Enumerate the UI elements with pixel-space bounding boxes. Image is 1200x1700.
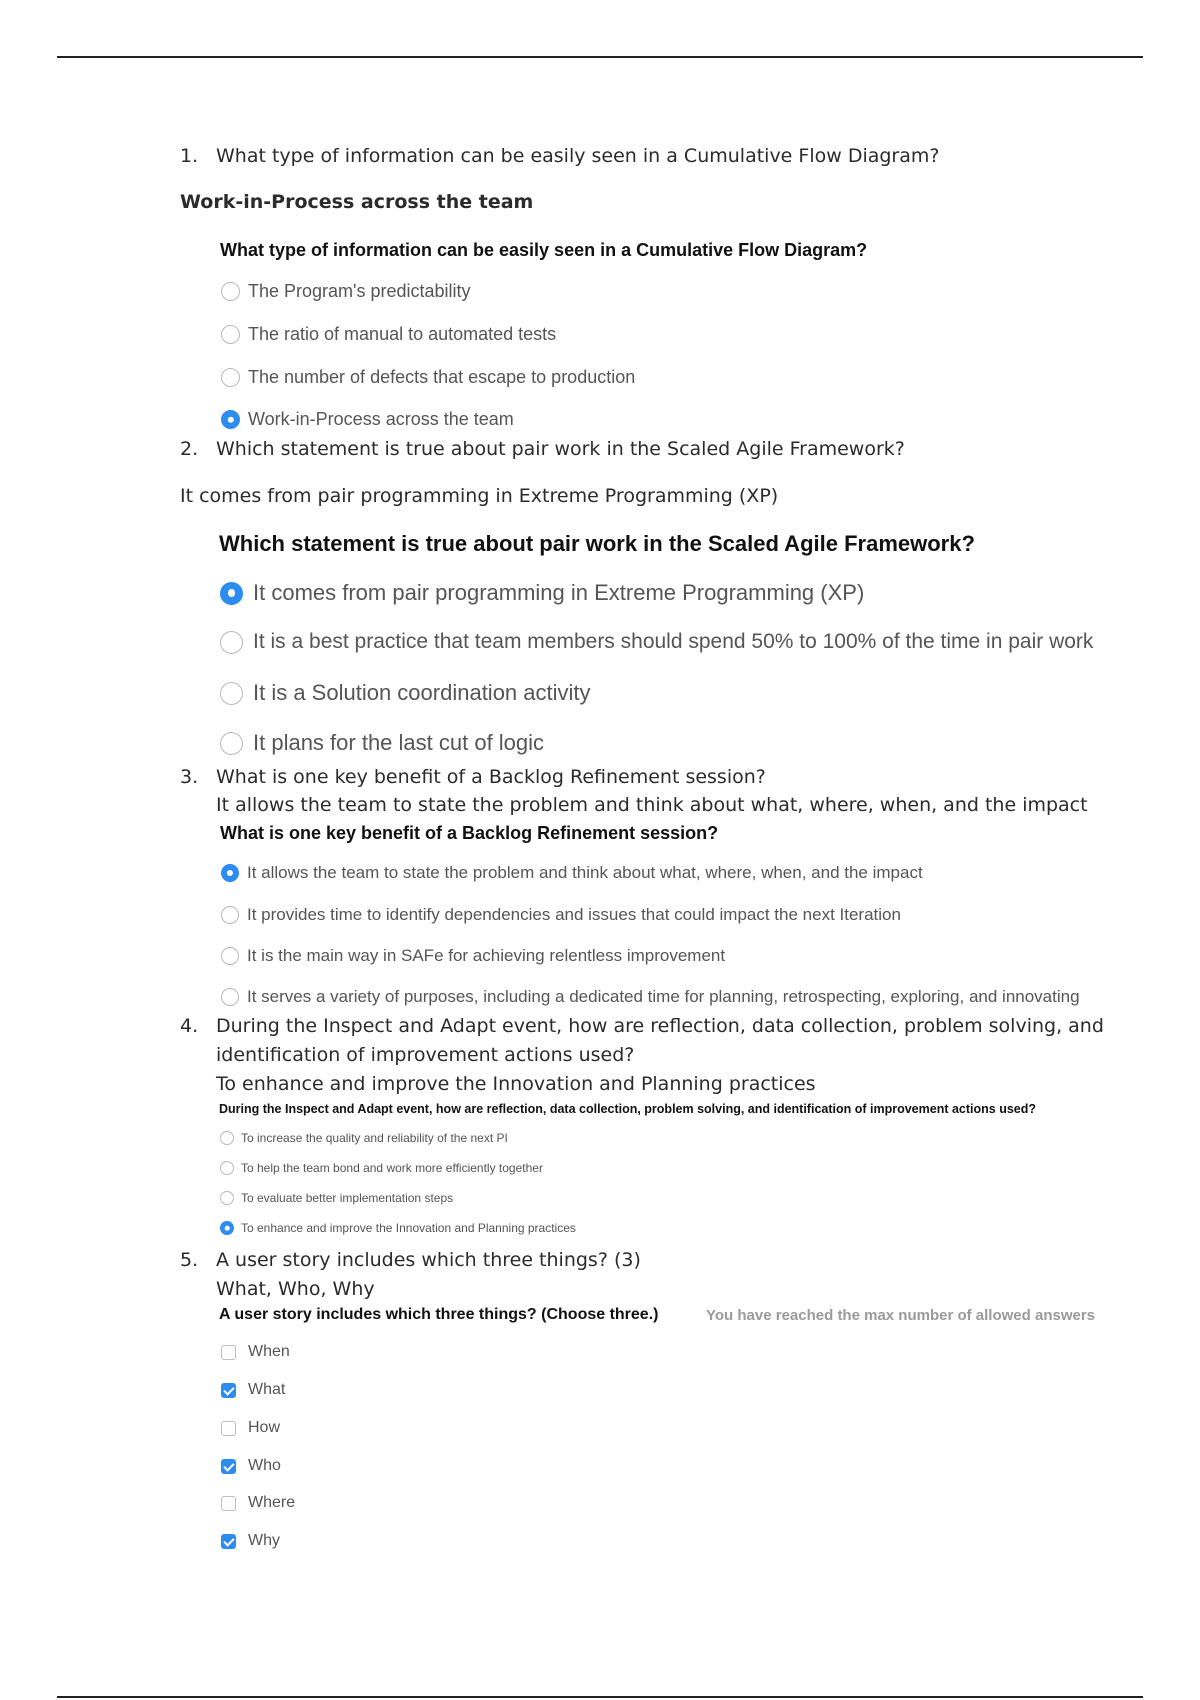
footer-rule [57,1696,1143,1698]
option-radio[interactable]: It is a best practice that team members should spend 50% to 100% of the time in pair work [220,630,1093,654]
question-number: 3. [180,766,199,788]
question-text-line2: identification of improvement actions used? [216,1044,635,1066]
radio-icon[interactable] [220,682,243,705]
radio-selected-icon[interactable] [220,582,243,605]
radio-icon[interactable] [221,906,239,924]
option-radio[interactable]: It plans for the last cut of logic [220,730,544,756]
question-number: 4. [180,1015,199,1037]
option-checkbox[interactable]: How [221,1419,280,1437]
question-text: Which statement is true about pair work in the Scaled Agile Framework? [216,438,905,460]
radio-icon[interactable] [220,1131,234,1145]
radio-selected-icon[interactable] [221,410,240,429]
radio-selected-icon[interactable] [221,864,239,882]
question-number: 5. [180,1249,199,1271]
answer-text: Work-in-Process across the team [180,191,534,213]
radio-icon[interactable] [221,325,240,344]
radio-icon[interactable] [220,1161,234,1175]
checkbox-icon[interactable] [221,1345,236,1360]
question-number: 2. [180,438,199,460]
option-checkbox[interactable]: When [221,1343,290,1361]
checkbox-icon[interactable] [221,1421,236,1436]
option-radio[interactable]: It is the main way in SAFe for achieving relentless improvement [221,946,725,966]
answer-text: It comes from pair programming in Extreme Programming (XP) [180,485,779,507]
option-radio[interactable]: The ratio of manual to automated tests [221,324,556,345]
question-text: A user story includes which three things? (3) [216,1249,641,1271]
option-radio[interactable]: It serves a variety of purposes, including a dedicated time for planning, retrospecting, exploring, and innovating [221,987,1080,1007]
header-rule [57,56,1143,58]
screenshot-question: What is one key benefit of a Backlog Refinement session? [220,823,719,843]
option-radio-selected[interactable]: It allows the team to state the problem and think about what, where, when, and the impact [221,863,923,883]
screenshot-question: What type of information can be easily seen in a Cumulative Flow Diagram? [220,240,868,260]
option-radio[interactable]: To increase the quality and reliability of the next PI [220,1131,508,1145]
checkbox-checked-icon[interactable] [221,1459,236,1474]
checkbox-icon[interactable] [221,1496,236,1511]
radio-icon[interactable] [221,368,240,387]
radio-icon[interactable] [221,947,239,965]
radio-selected-icon[interactable] [220,1221,234,1235]
checkbox-checked-icon[interactable] [221,1534,236,1549]
screenshot-question: A user story includes which three things? (Choose three.) [219,1306,659,1323]
option-checkbox-checked[interactable]: Why [221,1532,280,1550]
option-radio[interactable]: It is a Solution coordination activity [220,680,591,706]
screenshot-question: During the Inspect and Adapt event, how are reflection, data collection, problem solving, and identification of improvement actions used? [219,1102,1037,1116]
option-radio[interactable]: The Program's predictability [221,281,471,302]
radio-icon[interactable] [220,631,243,654]
checkbox-checked-icon[interactable] [221,1383,236,1398]
question-text: What type of information can be easily seen in a Cumulative Flow Diagram? [216,145,940,167]
option-radio[interactable]: To evaluate better implementation steps [220,1191,453,1205]
answer-text: It allows the team to state the problem and think about what, where, when, and the impact [216,794,1088,816]
option-radio[interactable]: To help the team bond and work more efficiently together [220,1161,543,1175]
question-number: 1. [180,145,199,167]
option-checkbox-checked[interactable]: What [221,1381,285,1399]
option-radio[interactable]: The number of defects that escape to production [221,367,635,388]
option-radio-selected[interactable]: It comes from pair programming in Extreme Programming (XP) [220,580,864,606]
radio-icon[interactable] [221,282,240,301]
option-radio-selected[interactable]: Work-in-Process across the team [221,409,514,430]
option-checkbox-checked[interactable]: Who [221,1457,281,1475]
answer-text: To enhance and improve the Innovation and Planning practices [216,1073,816,1095]
screenshot-question: Which statement is true about pair work in the Scaled Agile Framework? [219,531,975,556]
max-answers-note: You have reached the max number of allowed answers [706,1307,1096,1324]
option-radio[interactable]: It provides time to identify dependencies and issues that could impact the next Iteration [221,905,901,925]
radio-icon[interactable] [220,732,243,755]
question-text-line1: During the Inspect and Adapt event, how are reflection, data collection, problem solving, and [216,1015,1104,1037]
answer-text: What, Who, Why [216,1278,375,1300]
radio-icon[interactable] [220,1191,234,1205]
option-radio-selected[interactable]: To enhance and improve the Innovation and Planning practices [220,1221,576,1235]
radio-icon[interactable] [221,988,239,1006]
option-checkbox[interactable]: Where [221,1494,295,1512]
question-text: What is one key benefit of a Backlog Refinement session? [216,766,766,788]
